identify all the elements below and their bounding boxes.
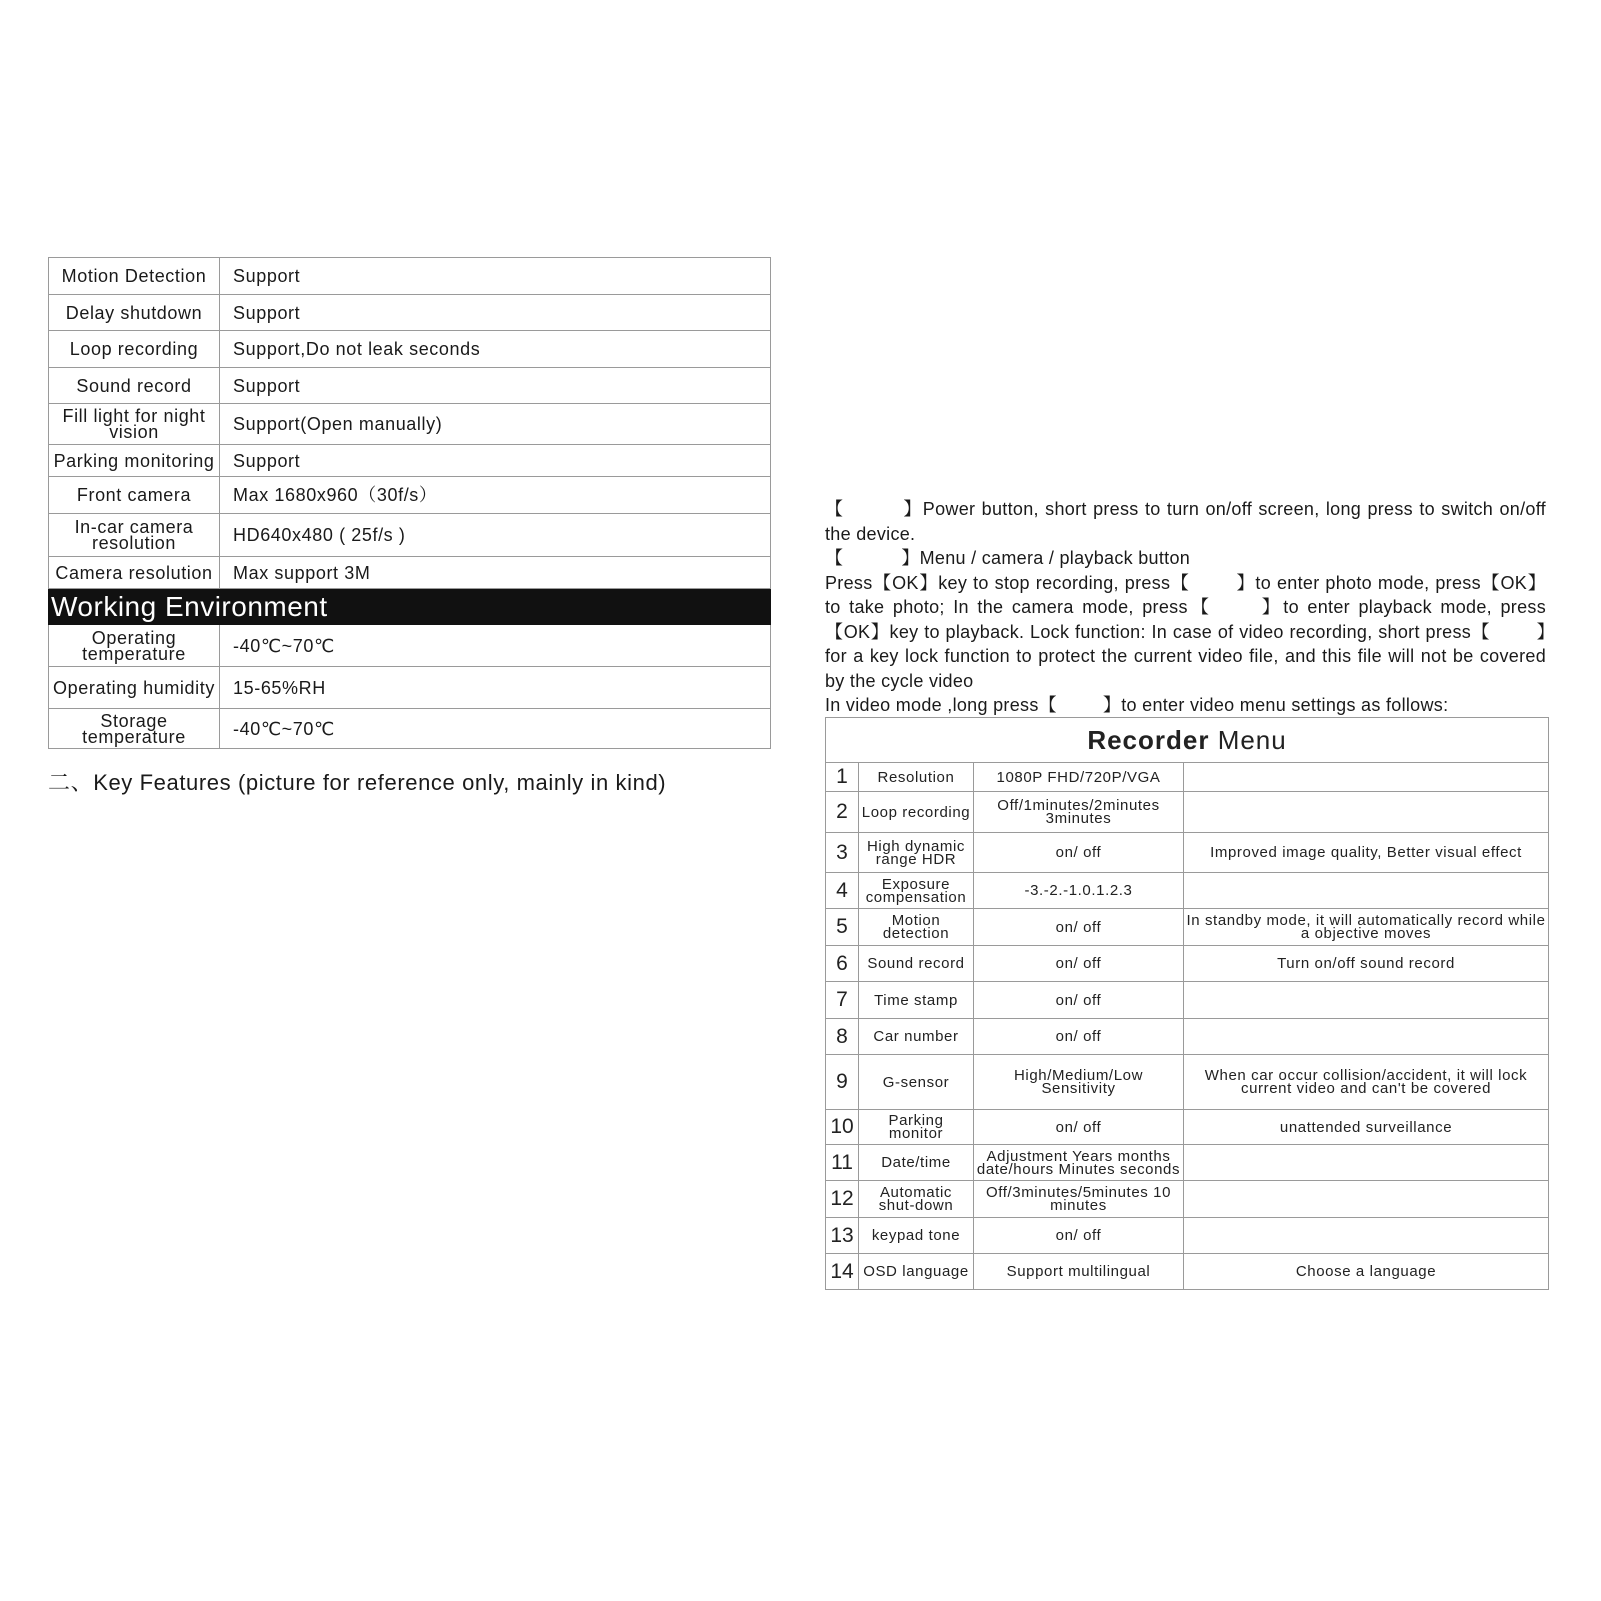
recorder-menu-title: Recorder Menu bbox=[826, 718, 1549, 763]
spec-table bbox=[48, 257, 771, 749]
menu-num: 4 bbox=[826, 873, 859, 909]
menu-item-options: on/ off bbox=[974, 1019, 1184, 1055]
power-button-line bbox=[825, 497, 1546, 546]
menu-num: 9 bbox=[826, 1055, 859, 1110]
env-label: Operating temperature bbox=[49, 625, 220, 667]
video-menu-text-1: In video mode ,long press【 bbox=[825, 695, 1057, 715]
menu-item-options: Off/3minutes/5minutes 10 minutes bbox=[974, 1181, 1184, 1218]
video-menu-line bbox=[825, 693, 1546, 718]
menu-item-options: on/ off bbox=[974, 1110, 1184, 1145]
menu-item-note: Choose a language bbox=[1184, 1254, 1549, 1290]
env-value: 15-65%RH bbox=[220, 667, 771, 709]
table-row bbox=[826, 833, 1549, 873]
menu-item-name: Car number bbox=[859, 1019, 974, 1055]
menu-item-note: Improved image quality, Better visual effect bbox=[1184, 833, 1549, 873]
recorder-menu-title-row bbox=[826, 718, 1549, 763]
spec-label: Parking monitoring bbox=[49, 445, 220, 477]
table-row bbox=[826, 909, 1549, 946]
env-value: -40℃~70℃ bbox=[220, 709, 771, 749]
menu-button-line bbox=[825, 546, 1546, 571]
power-button-text: Power button, short press to turn on/off screen, long press to switch on/off the device. bbox=[825, 499, 1546, 544]
table-row bbox=[49, 445, 771, 477]
spec-value: Support bbox=[220, 258, 771, 295]
menu-num: 10 bbox=[826, 1110, 859, 1145]
spec-label: In-car camera resolution bbox=[49, 514, 220, 557]
menu-num: 6 bbox=[826, 946, 859, 982]
table-row bbox=[826, 946, 1549, 982]
menu-item-options: on/ off bbox=[974, 982, 1184, 1019]
menu-item-name: Loop recording bbox=[859, 792, 974, 833]
menu-item-note: In standby mode, it will automatically record while a objective moves bbox=[1184, 909, 1549, 946]
usage-text-2: 】to enter photo mode, press【OK】to take photo; In the camera mode, press【 bbox=[825, 572, 1546, 617]
usage-paragraph bbox=[825, 571, 1546, 694]
table-row bbox=[826, 763, 1549, 792]
menu-num: 5 bbox=[826, 909, 859, 946]
table-row bbox=[49, 368, 771, 404]
menu-num: 2 bbox=[826, 792, 859, 833]
table-row bbox=[49, 477, 771, 514]
spec-label: Front camera bbox=[49, 477, 220, 514]
table-row bbox=[826, 1145, 1549, 1181]
menu-item-name: G-sensor bbox=[859, 1055, 974, 1110]
menu-num: 1 bbox=[826, 763, 859, 792]
table-row bbox=[49, 258, 771, 295]
menu-button-text: Menu / camera / playback button bbox=[919, 548, 1191, 568]
table-row bbox=[49, 514, 771, 557]
menu-item-note bbox=[1184, 792, 1549, 833]
table-row bbox=[49, 625, 771, 667]
menu-item-name: keypad tone bbox=[859, 1218, 974, 1254]
table-row bbox=[49, 709, 771, 749]
usage-text-3: 】to enter playback mode, press 【OK】key to playback. Lock function: In case of video recording, short press【 bbox=[825, 597, 1546, 642]
table-row bbox=[49, 404, 771, 445]
table-row bbox=[49, 331, 771, 368]
menu-num: 11 bbox=[826, 1145, 859, 1181]
menu-item-options: on/ off bbox=[974, 946, 1184, 982]
menu-item-note bbox=[1184, 1218, 1549, 1254]
menu-item-options: -3.-2.-1.0.1.2.3 bbox=[974, 873, 1184, 909]
menu-item-note bbox=[1184, 873, 1549, 909]
menu-item-note: Turn on/off sound record bbox=[1184, 946, 1549, 982]
spec-label: Fill light for night vision bbox=[49, 404, 220, 445]
menu-num: 3 bbox=[826, 833, 859, 873]
table-row bbox=[826, 792, 1549, 833]
menu-item-options: on/ off bbox=[974, 909, 1184, 946]
spec-value: Support bbox=[220, 445, 771, 477]
menu-item-name: OSD language bbox=[859, 1254, 974, 1290]
menu-item-name: High dynamic range HDR bbox=[859, 833, 974, 873]
menu-item-name: Resolution bbox=[859, 763, 974, 792]
table-row bbox=[49, 667, 771, 709]
bracket-close: 】 bbox=[902, 499, 923, 519]
menu-item-note bbox=[1184, 1181, 1549, 1218]
bracket-close: 】 bbox=[901, 548, 920, 568]
menu-item-name: Exposure compensation bbox=[859, 873, 974, 909]
spec-label: Motion Detection bbox=[49, 258, 220, 295]
table-row bbox=[826, 1019, 1549, 1055]
table-row bbox=[826, 982, 1549, 1019]
spec-value: Max 1680x960（30f/s） bbox=[220, 477, 771, 514]
menu-item-note bbox=[1184, 1145, 1549, 1181]
menu-num: 12 bbox=[826, 1181, 859, 1218]
menu-item-name: Parking monitor bbox=[859, 1110, 974, 1145]
table-row bbox=[49, 295, 771, 331]
table-row bbox=[49, 557, 771, 589]
menu-num: 8 bbox=[826, 1019, 859, 1055]
spec-value: Support(Open manually) bbox=[220, 404, 771, 445]
spec-label: Sound record bbox=[49, 368, 220, 404]
menu-item-note bbox=[1184, 982, 1549, 1019]
spec-label: Loop recording bbox=[49, 331, 220, 368]
menu-item-note bbox=[1184, 763, 1549, 792]
menu-item-name: Sound record bbox=[859, 946, 974, 982]
menu-item-options: Off/1minutes/2minutes 3minutes bbox=[974, 792, 1184, 833]
bracket-open: 【 bbox=[825, 548, 844, 568]
menu-item-options: on/ off bbox=[974, 833, 1184, 873]
env-label: Operating humidity bbox=[49, 667, 220, 709]
table-row bbox=[826, 1218, 1549, 1254]
instructions bbox=[825, 497, 1546, 718]
spec-value: HD640x480 ( 25f/s ) bbox=[220, 514, 771, 557]
recorder-menu-table bbox=[825, 717, 1549, 1290]
table-row bbox=[826, 1110, 1549, 1145]
menu-num: 7 bbox=[826, 982, 859, 1019]
table-row bbox=[826, 1055, 1549, 1110]
env-label: Storage temperature bbox=[49, 709, 220, 749]
menu-item-name: Date/time bbox=[859, 1145, 974, 1181]
table-row bbox=[826, 1181, 1549, 1218]
menu-item-note: unattended surveillance bbox=[1184, 1110, 1549, 1145]
spec-value: Max support 3M bbox=[220, 557, 771, 589]
menu-num: 14 bbox=[826, 1254, 859, 1290]
section-header-row bbox=[49, 589, 771, 625]
working-environment-heading: Working Environment bbox=[49, 589, 771, 625]
table-row bbox=[826, 873, 1549, 909]
menu-item-options: High/Medium/Low Sensitivity bbox=[974, 1055, 1184, 1110]
video-menu-text-2: 】to enter video menu settings as follows: bbox=[1102, 695, 1449, 715]
spec-value: Support bbox=[220, 295, 771, 331]
menu-item-name: Time stamp bbox=[859, 982, 974, 1019]
menu-item-name: Motion detection bbox=[859, 909, 974, 946]
spec-value: Support bbox=[220, 368, 771, 404]
usage-text-4: 】for a key lock function to protect the current video file, and this file will not be covered by the cycle video bbox=[825, 621, 1546, 691]
menu-item-name: Automatic shut-down bbox=[859, 1181, 974, 1218]
bracket-open: 【 bbox=[825, 499, 845, 519]
spec-label: Camera resolution bbox=[49, 557, 220, 589]
key-features-heading: 二、Key Features (picture for reference only, mainly in kind) bbox=[48, 770, 667, 795]
menu-item-options: 1080P FHD/720P/VGA bbox=[974, 763, 1184, 792]
menu-num: 13 bbox=[826, 1218, 859, 1254]
table-row bbox=[826, 1254, 1549, 1290]
menu-item-options: Adjustment Years months date/hours Minutes seconds bbox=[974, 1145, 1184, 1181]
usage-text-1: Press【OK】key to stop recording, press【 bbox=[825, 572, 1190, 593]
menu-item-options: Support multilingual bbox=[974, 1254, 1184, 1290]
spec-value: Support,Do not leak seconds bbox=[220, 331, 771, 368]
menu-item-options: on/ off bbox=[974, 1218, 1184, 1254]
spec-label: Delay shutdown bbox=[49, 295, 220, 331]
env-value: -40℃~70℃ bbox=[220, 625, 771, 667]
menu-item-note bbox=[1184, 1019, 1549, 1055]
menu-item-note: When car occur collision/accident, it will lock current video and can't be covered bbox=[1184, 1055, 1549, 1110]
